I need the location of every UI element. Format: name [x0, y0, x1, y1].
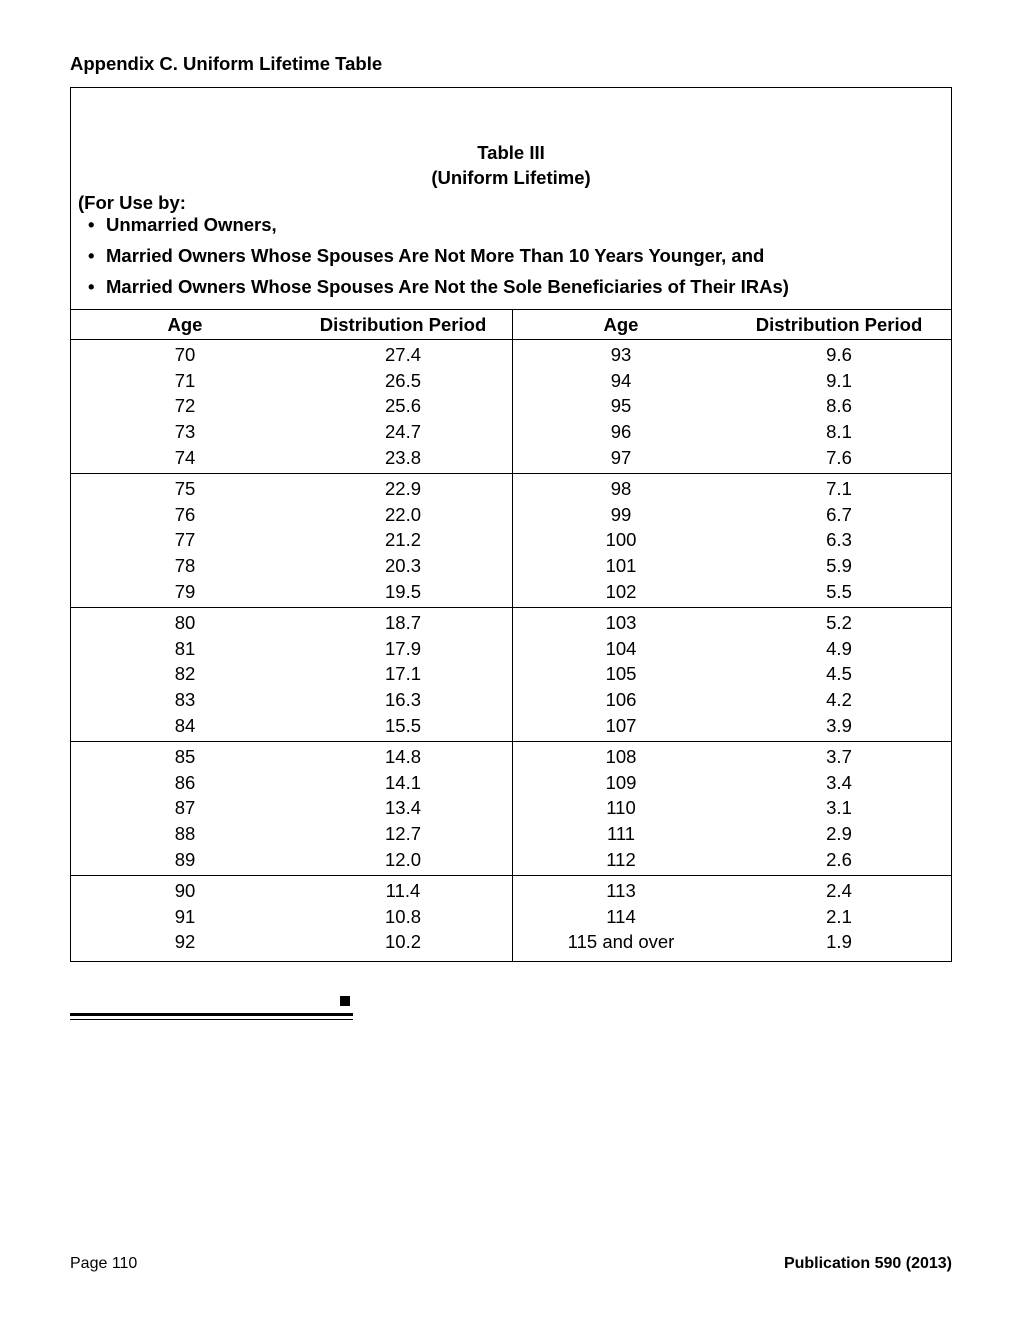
table-cell-age-left: 86 [174, 771, 196, 793]
table-cell-distribution-right: 3.4 [826, 771, 852, 793]
table-cell-age-left: 79 [174, 580, 196, 602]
table-cell-age-left: 81 [174, 637, 196, 659]
page-number: Page 110 [70, 1255, 138, 1272]
bullet-icon: • [88, 245, 95, 266]
table-cell-distribution-left: 10.8 [384, 905, 422, 927]
table-cell-age-right: 93 [610, 344, 632, 365]
table-cell-distribution-left: 11.4 [385, 880, 421, 901]
bullet-item-married-spouses-not-younger [88, 243, 764, 269]
table-cell-distribution-left: 27.4 [384, 344, 422, 365]
table-cell-distribution-right: 4.9 [826, 637, 852, 659]
table-cell-distribution-right: 8.1 [826, 421, 852, 443]
table-cell-distribution-right: 3.1 [826, 797, 852, 819]
table-cell-age-right: 96 [610, 421, 632, 443]
table-cell-distribution-right: 7.6 [826, 446, 852, 468]
table-cell-distribution-right: 9.6 [826, 344, 852, 365]
table-cell-age-left: 80 [174, 612, 196, 633]
table-cell-distribution-right: 2.4 [826, 880, 852, 901]
table-cell-distribution-right: 7.1 [826, 478, 852, 499]
bullet-item-unmarried-owners [88, 212, 277, 238]
table-cell-distribution-right: 8.6 [826, 395, 852, 417]
table-cell-age-right: 107 [605, 714, 637, 736]
column-header-age-right: Age [603, 314, 639, 335]
table-cell-distribution-right: 2.9 [826, 823, 852, 845]
table-cell-age-left: 90 [174, 880, 196, 901]
header-bottom-divider [71, 339, 951, 340]
table-cell-distribution-left: 14.1 [384, 771, 422, 793]
table-cell-age-left: 78 [174, 555, 196, 577]
table-cell-age-right: 114 [606, 905, 636, 927]
table-cell-distribution-right: 5.9 [826, 555, 852, 577]
table-cell-distribution-left: 21.2 [384, 529, 422, 551]
table-cell-age-right: 97 [610, 446, 632, 468]
table-cell-distribution-right: 4.5 [826, 663, 852, 685]
table-cell-distribution-left: 15.5 [384, 714, 422, 736]
table-cell-age-left: 77 [174, 529, 196, 551]
table-cell-age-left: 74 [174, 446, 196, 468]
group-divider [71, 607, 951, 608]
table-cell-age-right: 100 [605, 529, 637, 551]
column-header-distribution-right: Distribution Period [755, 314, 923, 335]
end-rule-thick [70, 1013, 353, 1016]
table-cell-age-left: 72 [174, 395, 196, 417]
table-cell-age-left: 75 [174, 478, 196, 499]
table-cell-age-right: 101 [605, 555, 637, 577]
table-cell-distribution-right: 2.6 [826, 848, 852, 870]
table-cell-distribution-right: 9.1 [826, 369, 852, 391]
table-cell-age-left: 83 [174, 689, 196, 711]
table-cell-age-right: 111 [606, 823, 636, 845]
table-cell-age-right: 108 [605, 746, 637, 767]
table-cell-age-right: 94 [610, 369, 632, 391]
table-cell-distribution-left: 19.5 [384, 580, 422, 602]
bullet-text: Married Owners Whose Spouses Are Not the Sole Beneficiaries of Their IRAs) [106, 276, 789, 297]
table-cell-age-left: 92 [174, 931, 196, 953]
bullet-text: Married Owners Whose Spouses Are Not More Than 10 Years Younger, and [106, 245, 765, 266]
table-cell-distribution-right: 1.9 [826, 931, 852, 953]
table-cell-distribution-left: 22.9 [384, 478, 422, 499]
table-cell-age-right: 103 [605, 612, 637, 633]
table-cell-age-right: 105 [605, 663, 637, 685]
table-cell-distribution-right: 5.5 [826, 580, 852, 602]
table-cell-distribution-left: 23.8 [384, 446, 422, 468]
table-cell-distribution-left: 10.2 [384, 931, 422, 953]
table-cell-distribution-left: 26.5 [384, 369, 422, 391]
table-cell-distribution-left: 20.3 [384, 555, 422, 577]
bullet-icon: • [88, 214, 95, 235]
table-cell-distribution-left: 25.6 [384, 395, 422, 417]
table-cell-age-right: 104 [605, 637, 637, 659]
publication-name: Publication 590 (2013) [783, 1255, 952, 1272]
group-divider [71, 875, 951, 876]
table-cell-age-right: 115 and over [567, 931, 675, 953]
end-marker-square [340, 996, 350, 1006]
table-cell-age-right: 98 [610, 478, 632, 499]
table-cell-distribution-left: 17.9 [384, 637, 422, 659]
table-cell-distribution-left: 12.7 [384, 823, 422, 845]
group-divider [71, 473, 951, 474]
column-divider [512, 309, 513, 961]
table-cell-age-right: 112 [606, 848, 636, 870]
table-cell-age-left: 70 [174, 344, 196, 365]
table-cell-age-left: 85 [174, 746, 196, 767]
table-cell-distribution-right: 5.2 [826, 612, 852, 633]
bullet-icon: • [88, 276, 95, 297]
table-cell-age-left: 87 [174, 797, 196, 819]
page-heading: Appendix C. Uniform Lifetime Table [70, 53, 383, 74]
table-cell-age-left: 71 [174, 369, 196, 391]
table-cell-age-right: 109 [605, 771, 637, 793]
table-cell-age-right: 99 [610, 503, 632, 525]
table-cell-distribution-right: 3.7 [826, 746, 852, 767]
uniform-lifetime-table [70, 87, 952, 962]
table-cell-age-right: 106 [605, 689, 637, 711]
bullet-item-married-spouses-not-sole-beneficiaries [88, 274, 789, 300]
table-cell-age-right: 102 [605, 580, 637, 602]
table-cell-age-left: 82 [174, 663, 196, 685]
table-cell-age-left: 76 [174, 503, 196, 525]
table-cell-age-left: 73 [174, 421, 196, 443]
for-use-by-label: (For Use by: [78, 192, 186, 213]
table-cell-distribution-left: 12.0 [384, 848, 422, 870]
table-cell-age-left: 91 [174, 905, 196, 927]
table-cell-distribution-right: 3.9 [826, 714, 852, 736]
table-cell-age-right: 113 [606, 880, 636, 901]
table-cell-age-left: 89 [174, 848, 196, 870]
table-cell-age-right: 110 [606, 797, 636, 819]
table-subtitle: (Uniform Lifetime) [431, 167, 591, 188]
table-cell-distribution-left: 22.0 [384, 503, 422, 525]
end-rule-thin [70, 1019, 353, 1020]
bullet-text: Unmarried Owners, [106, 214, 277, 235]
table-cell-distribution-left: 16.3 [384, 689, 422, 711]
table-cell-distribution-right: 6.3 [826, 529, 852, 551]
table-cell-age-left: 88 [174, 823, 196, 845]
column-header-distribution-left: Distribution Period [319, 314, 487, 335]
table-cell-age-right: 95 [610, 395, 632, 417]
table-cell-age-left: 84 [174, 714, 196, 736]
table-title: Table III [477, 142, 545, 163]
table-cell-distribution-right: 2.1 [826, 905, 852, 927]
table-cell-distribution-left: 24.7 [384, 421, 422, 443]
header-top-divider [71, 309, 951, 310]
table-cell-distribution-right: 4.2 [826, 689, 852, 711]
table-cell-distribution-left: 17.1 [384, 663, 422, 685]
group-divider [71, 741, 951, 742]
table-cell-distribution-left: 18.7 [384, 612, 422, 633]
table-cell-distribution-left: 13.4 [384, 797, 422, 819]
table-cell-distribution-left: 14.8 [384, 746, 422, 767]
table-title-block [71, 88, 951, 309]
table-cell-distribution-right: 6.7 [826, 503, 852, 525]
column-header-age-left: Age [167, 314, 203, 335]
